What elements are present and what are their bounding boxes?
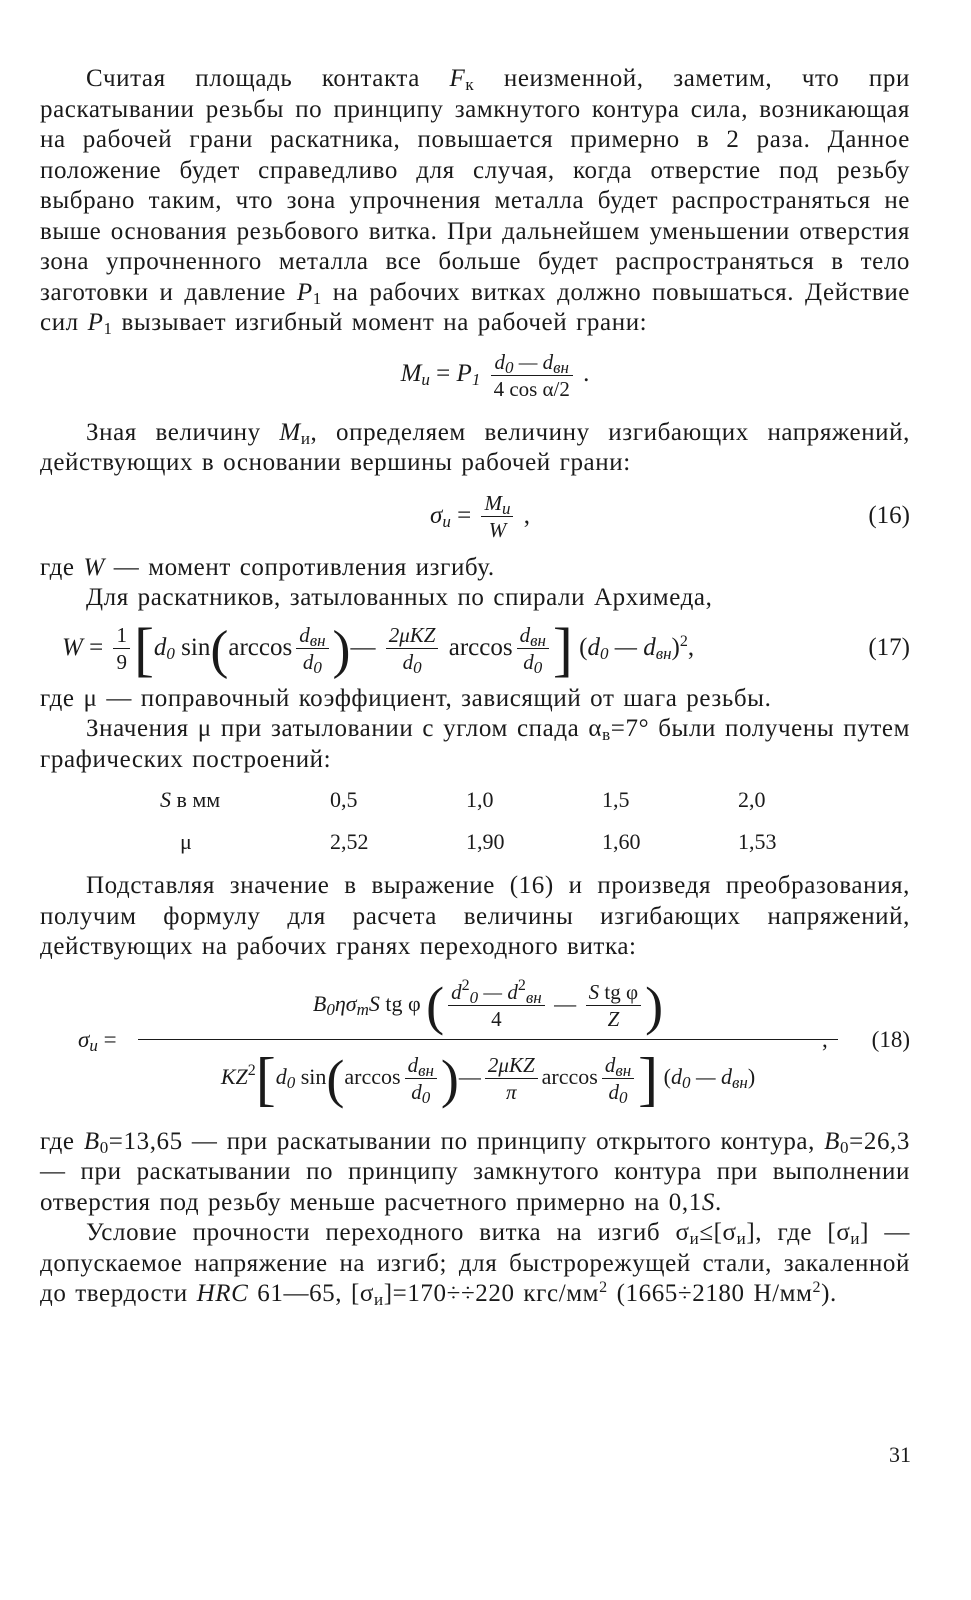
page-content (40, 64, 910, 1310)
table-cell: 1,5 (602, 787, 630, 812)
paragraph-1: Считая площадь контакта $F_к$ неизменной, заметим, что при раскатывании резьбы по принципу замкнутого контура сила, возникающая на рабочей грани раскатника, повышается примерно в 2 раза. Данное положение будет справедливо для случая, когда отверстие под резьбу выбрано таким, что зона упрочнения металла будет распространяться не выше основания резьбового витка. При дальнейшем уменьшении отверстия зона упрочненного металла все больше будет распространяться в тело заготовки и давление $P_1$ на рабочих витках должно повышаться. Действие сил $P_1$ вызывает изгибный момент на рабочей грани: (40, 65, 910, 338)
equation-18: $\sigma_и$ = $B_0\eta\sigma_тS$ tg φ ( $\frac{d^2_0 — d^2_{вн}}{4}$ — $\frac{\text{S tg φ}}{Z}$ ) $KZ^2[d_0$ sin(arccos $\frac{d_{вн}}{d_0}$ )— $\frac{\text{2μKZ}}{\pi}$ arccos $\frac{d_{вн}}{d_0}$ ] ($d_0$ — $d_{вн}$) , (18) (40, 969, 910, 1119)
table-cell: 1,60 (602, 829, 641, 854)
equation-moment: $M_и = P_1$ $\frac{d_0 — d_{вн}}{\text{4 cos α/2}}$ . (400, 349, 590, 401)
paragraph-4: Для раскатников, затылованных по спирали Архимеда, (86, 584, 713, 611)
table-row-label: S в мм (160, 787, 221, 812)
table-row-label: μ (180, 829, 192, 854)
paragraph-8: где $B_0=13,65$ — при раскатывании по принципу открытого контура, $B_0=26,3$ — при раскатывании по принципу замкнутого контура при выполнении отверстия под резьбу меньше расчетного примерно на 0,1S. (40, 1127, 910, 1216)
equation-17: W = $\frac{1}{9}$ [$d_0$ sin(arccos $\frac{d_{вн}}{d_0}$ )— $\frac{\text{2μKZ}}{d_0}$ arccos $\frac{d_{вн}}{d_0}$ ] ($d_0$ — $d_{вн})^2$, (17) (62, 615, 910, 682)
paragraph-3: где W — момент сопротивления изгибу. (40, 553, 495, 581)
paragraph-2: Зная величину $M_и$, определяем величину изгибающих напряжений, действующих в основании вершины рабочей грани: (40, 418, 910, 476)
paragraph-7: Подставляя значение в выражение (16) и произведя преобразования, получим формулу для расчета величины изгибающих напряжений, действующих на рабочих гранях переходного витка: (40, 872, 910, 960)
paragraph-5: где μ — поправочный коэффициент, зависящий от шага резьбы. (40, 684, 772, 712)
equation-17-number: (17) (868, 633, 910, 661)
equation-18-number: (18) (871, 1026, 910, 1052)
paragraph-6: Значения μ при затыловании с углом спада $\alpha_в=7^\circ$ были получены путем графических построений: (40, 715, 911, 773)
page-number: 31 (889, 1442, 911, 1467)
table-cell: 1,53 (738, 829, 777, 854)
paragraph-9: Условие прочности переходного витка на изгиб $\sigma_и\le[\sigma_и]$, где $[\sigma_и]$ — допускаемое напряжение на изгиб; для быстрорежущей стали, закаленной до твердости HRC 61—65, $[\sigma_и]=170\div\div 220$ кгс/$мм^2$ (1665÷2180 $Н/мм^2$). (40, 1219, 910, 1309)
table-cell: 1,0 (466, 787, 494, 812)
table-cell: 2,52 (330, 829, 369, 854)
table-row (160, 821, 874, 863)
mu-values-table (160, 779, 874, 863)
table-cell: 0,5 (330, 787, 358, 812)
table-row (160, 779, 874, 821)
equation-16: $\sigma_и$ = $\frac{M_и}{W}$ , (16) (50, 485, 910, 547)
table-cell: 1,90 (466, 829, 505, 854)
table-cell: 2,0 (738, 787, 766, 812)
equation-16-number: (16) (868, 501, 910, 529)
